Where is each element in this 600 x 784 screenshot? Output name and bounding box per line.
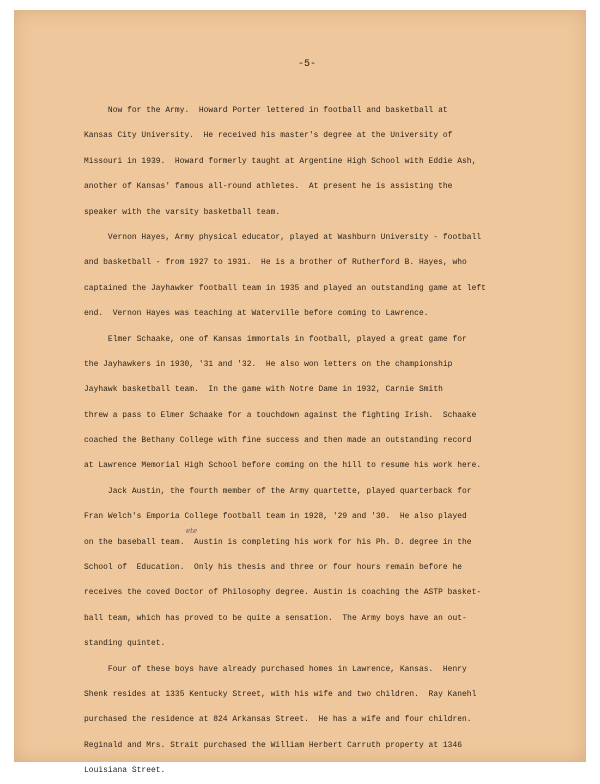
text-line: the Jayhawkers in 1930, '31 and '32. He also won letters on the championship: [84, 359, 453, 369]
text-line: ball team, which has proved to be quite a sensation. The Army boys have an out-: [84, 613, 467, 623]
text-line: Shenk resides at 1335 Kentucky Street, with his wife and two children. Ray Kanehl: [84, 689, 477, 699]
text-line: School of Education. Only his thesis and three or four hours remain before he: [84, 563, 463, 573]
text-line: threw a pass to Elmer Schaake for a touchdown against the fighting Irish. Schaake: [84, 410, 477, 420]
text-line: at Lawrence Memorial High School before coming on the hill to resume his work here.: [84, 461, 482, 471]
text-line: receives the coved Doctor of Philosophy degree. Austin is coaching the ASTP basket-: [84, 588, 482, 598]
text-line: captained the Jayhawker football team in 1935 and played an outstanding game at left: [84, 283, 486, 293]
document-body: [84, 98, 600, 784]
document-page: [14, 10, 586, 776]
text-line: standing quintet.: [84, 639, 166, 649]
page-number: -5-: [298, 59, 317, 70]
text-line: Reginald and Mrs. Strait purchased the William Herbert Carruth property at 1346: [84, 740, 463, 750]
text-line: Elmer Schaake, one of Kansas immortals in football, played a great game for: [84, 334, 467, 344]
text-line: Now for the Army. Howard Porter lettered in football and basketball at: [84, 106, 448, 115]
text-line: Jayhawk basketball team. In the game with Notre Dame in 1932, Carnie Smith: [84, 385, 443, 395]
text-line: Kansas City University. He received his master's degree at the University of: [84, 131, 453, 141]
text-line: Jack Austin, the fourth member of the Army quartette, played quarterback for: [84, 486, 472, 496]
text-line: Louisiana Street.: [84, 766, 166, 776]
text-line: speaker with the varsity basketball team.: [84, 207, 281, 217]
handwritten-insertion: ete: [186, 527, 198, 535]
text-line: Vernon Hayes, Army physical educator, played at Washburn University - football: [84, 232, 482, 242]
text-line: Fran Welch's Emporia College football team in 1928, '29 and '30. He also played: [84, 512, 467, 522]
text-line: Missouri in 1939. Howard formerly taught at Argentine High School with Eddie Ash,: [84, 156, 477, 166]
text-line: purchased the residence at 824 Arkansas Street. He has a wife and four children.: [84, 715, 472, 725]
text-line: end. Vernon Hayes was teaching at Waterville before coming to Lawrence.: [84, 309, 429, 319]
text-line: another of Kansas' famous all-round athletes. At present he is assisting the: [84, 182, 453, 192]
text-line: and basketball - from 1927 to 1931. He is a brother of Rutherford B. Hayes, who: [84, 258, 467, 268]
text-line: Four of these boys have already purchased homes in Lawrence, Kansas. Henry: [84, 664, 467, 674]
text-line: on the baseball team. Austin is completing his work for his Ph. D. degree in the: [84, 537, 472, 547]
text-line: coached the Bethany College with fine success and then made an outstanding record: [84, 436, 472, 446]
